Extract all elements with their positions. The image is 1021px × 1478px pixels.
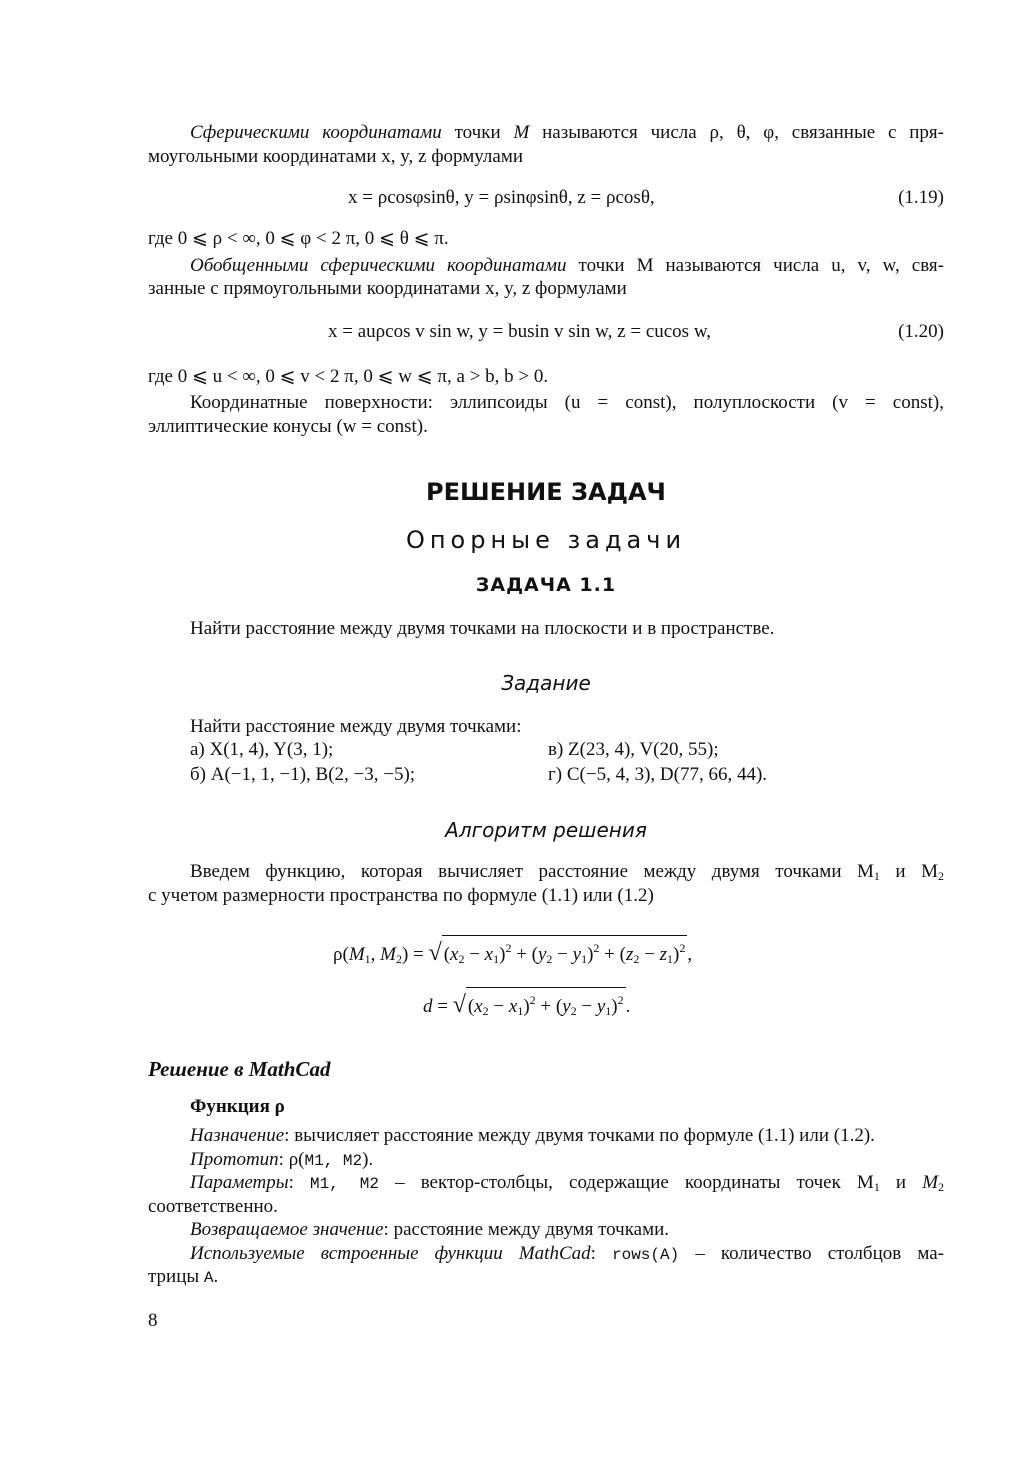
equation-1-19: x = ρcosφsinθ, y = ρsinφsinθ, z = ρcosθ, [348, 187, 655, 208]
equation-number-1-19: (1.19) [898, 187, 944, 208]
function-heading: Функция ρ [190, 1096, 285, 1117]
equation-number-1-20: (1.20) [898, 321, 944, 342]
task-heading: ЗАДАЧА 1.1 [475, 574, 617, 596]
builtin-functions-line1: Используемые встроенные функции MathCad: rows(A) – количество столбцов ма- [190, 1243, 944, 1264]
algorithm-heading: Алгоритм решения [445, 818, 647, 842]
assignment-heading: Задание [501, 671, 591, 695]
subsection-heading: Опорные задачи [405, 526, 687, 554]
spherical-coords-definition-line2: моугольными координатами x, y, z формулами [148, 146, 524, 167]
task-item-g: г) C(−5, 4, 3), D(77, 66, 44). [548, 764, 768, 785]
condition-1-19: где 0 ⩽ ρ < ∞, 0 ⩽ φ < 2 π, 0 ⩽ θ ⩽ π. [148, 228, 449, 249]
coordinate-surfaces-line1: Координатные поверхности: эллипсоиды (u = const), полуплоскости (v = const), [190, 392, 944, 413]
generalized-spherical-definition-line1: Обобщенными сферическими координатами точки M называются числа u, v, w, свя- [190, 255, 944, 276]
return-value-line: Возвращаемое значение: расстояние между двумя точками. [190, 1219, 670, 1240]
task-item-a: а) X(1, 4), Y(3, 1); [190, 739, 334, 760]
mathcad-heading: Решение в MathCad [148, 1057, 331, 1081]
purpose-line: Назначение: вычисляет расстояние между двумя точками по формуле (1.1) или (1.2). [190, 1125, 875, 1146]
condition-1-20: где 0 ⩽ u < ∞, 0 ⩽ v < 2 π, 0 ⩽ w ⩽ π, a > b, b > 0. [148, 366, 549, 387]
task-item-v: в) Z(23, 4), V(20, 55); [548, 739, 719, 760]
page-number: 8 [148, 1310, 158, 1331]
algorithm-text-line2: с учетом размерности пространства по формуле (1.1) или (1.2) [148, 885, 654, 906]
equation-1-20: x = auρcos v sin w, y = busin v sin w, z = cucos w, [328, 321, 712, 342]
section-heading: РЕШЕНИЕ ЗАДАЧ [426, 478, 666, 506]
spherical-coords-definition-line1: Сферическими координатами точки M называются числа ρ, θ, φ, связанные с пря- [190, 122, 944, 143]
builtin-functions-line2: трицы A. [148, 1266, 219, 1287]
coordinate-surfaces-line2: эллиптические конусы (w = const). [148, 416, 428, 437]
distance-formula-2d: d = √ $(x_2 - x_1)^2 + (y_2 - y_1)^2$ . [423, 987, 630, 1023]
parameters-line1: Параметры: M1, M2 – вектор-столбцы, содержащие координаты точек $M_1$ и $M_2$ [190, 1172, 945, 1194]
distance-formula-3d: $\rho(M_1$, $M_2$) = √ $(x_2 - x_1)^2 + (y_2 - y_1)^2 + (z_2 - z_1)^2$ , [333, 935, 692, 971]
task-description: Найти расстояние между двумя точками на плоскости и в пространстве. [190, 618, 775, 639]
parameters-line2: соответственно. [148, 1196, 278, 1217]
task-lead: Найти расстояние между двумя точками: [190, 716, 522, 737]
task-item-b: б) A(−1, 1, −1), B(2, −3, −5); [190, 764, 416, 785]
algorithm-text-line1: Введем функцию, которая вычисляет расстояние между двумя точками $M_1$ и $M_2$ [190, 861, 944, 883]
prototype-line: Прототип: ρ(M1, M2). [190, 1149, 374, 1170]
generalized-spherical-definition-line2: занные с прямоугольными координатами x, y, z формулами [148, 278, 627, 299]
